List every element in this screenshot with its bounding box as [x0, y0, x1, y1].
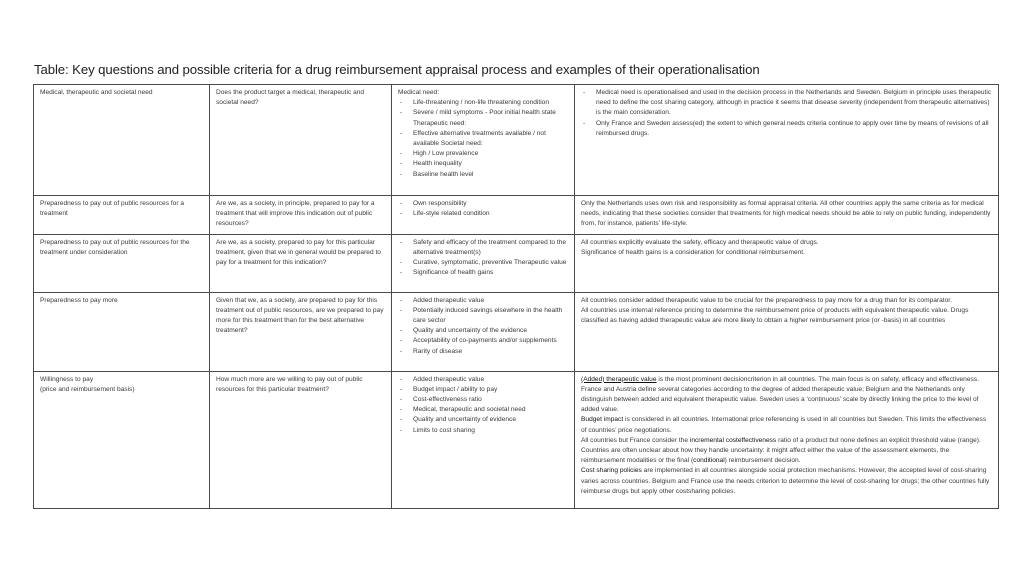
list-item: - Budget impact / ability to pay	[398, 385, 568, 395]
question-cell: Are we, as a society, in principle, prepared to pay for a treatment that will improve this indication out of public resources?	[210, 196, 392, 235]
list-item: - Acceptability of co-payments and/or supplements	[398, 336, 568, 346]
example-paragraph	[581, 375, 992, 416]
example-text: are implemented in all countries alongside social protection mechanisms. However, the accepted level of cost-sharing varies across countries. Belgium and France use the needs criterion to determine the level of cost-sharing for drugs; the other countries fully reimburse drugs but apply other costsharing policies.	[581, 467, 990, 495]
example-text: is considered in all countries. International price referencing is used in all countries but Sweden. This limits the effectiveness of countries’ price negotiations.	[581, 416, 987, 434]
criteria-table	[33, 84, 999, 509]
list-item: - Severe / mild symptoms - Poor initial health state Therapeutic need:	[398, 108, 568, 128]
example-text: All countries but France consider the	[581, 436, 690, 444]
key-term: Budget impact	[581, 416, 624, 424]
table-row	[34, 196, 999, 235]
criteria-list-cell	[392, 371, 575, 508]
list-item: - Potentially induced savings elsewhere in the health care sector	[398, 306, 568, 326]
list-item: - Rarity of disease	[398, 347, 568, 357]
criterion-cell	[34, 371, 210, 508]
criteria-list-cell	[392, 292, 575, 371]
criteria-list-cell	[392, 234, 575, 292]
example-text: ) reimbursement decision.	[724, 457, 801, 465]
list-item: - Life-threatening / non-life threatening condition	[398, 98, 568, 108]
criterion-text: Willingness to pay	[40, 375, 94, 383]
criteria-list-cell	[392, 85, 575, 196]
list-item: - Safety and efficacy of the treatment compared to the alternative treatment(s)	[398, 238, 568, 258]
criteria-list	[398, 98, 568, 180]
criteria-list-cell	[392, 196, 575, 235]
list-item: - Medical, therapeutic and societal need	[398, 405, 568, 415]
example-text: All countries explicitly evaluate the safety, efficacy and therapeutic value of drugs.	[581, 238, 819, 246]
example-text: Countries are often unclear about how they handle uncertainty: it might affect either the value of the assessment elements, the reimbursement modalities or the final (	[581, 447, 950, 465]
example-text: is the most prominent decisioncriterion in all countries. The main focus is on safety, efficacy and effectiveness. France and Austria define several categories according to the degree of added therapeutic value; Belgium and the Netherlands only distinguish between added and equivalent therapeutic value. Sweden uses a ‘continuous’ scale by directly linking the price to the level of added value.	[581, 375, 979, 414]
question-cell: Given that we, as a society, are prepared to pay for this treatment out of public resources, are we prepared to pay more for this treatment than for the best alternative treatment?	[210, 292, 392, 371]
list-item: - Added therapeutic value	[398, 375, 568, 385]
list-item: - Health inequality	[398, 159, 568, 169]
key-term: (Added) therapeutic value	[581, 375, 657, 383]
key-term: incremental costeffectiveness	[689, 436, 777, 444]
examples-cell	[575, 85, 999, 196]
table-row	[34, 292, 999, 371]
list-item: - Baseline health level	[398, 170, 568, 180]
list-item: - Medical need is operationalised and used in the decision process in the Netherlands and Sweden. Belgium in principle uses therapeutic need to define the cost sharing category, although in practice it seems that disease severity (independent from therapeutic alternatives) is the main consideration.	[581, 88, 992, 119]
key-term: conditional	[693, 457, 725, 465]
table-row	[34, 85, 999, 196]
list-item: - Added therapeutic value	[398, 296, 568, 306]
table-row	[34, 371, 999, 508]
list-item: - Limits to cost sharing	[398, 426, 568, 436]
table-title: Table: Key questions and possible criteria for a drug reimbursement appraisal process and examples of their operationalisation	[34, 62, 760, 77]
question-cell: Are we, as a society, prepared to pay for this particular treatment, given that we in general would be prepared to pay for a treatment for this indication?	[210, 234, 392, 292]
criteria-list	[398, 375, 568, 436]
example-text: All countries use internal reference pricing to determine the reimbursement price of products with equivalent therapeutic value. Drugs classified as having added therapeutic value are more likely to obtain a higher reimbursement price (or -basis) in all countries	[581, 306, 969, 325]
list-item: - Quality and uncertainty of the evidence	[398, 326, 568, 336]
list-item: - High / Low prevalence	[398, 149, 568, 159]
criteria-list	[398, 199, 568, 219]
list-item: - Curative, symptomatic, preventive Therapeutic value	[398, 258, 568, 268]
question-cell: Does the product target a medical, therapeutic and societal need?	[210, 85, 392, 196]
examples-list	[581, 88, 992, 139]
list-item: - Cost-effectiveness ratio	[398, 395, 568, 405]
criterion-cell: Medical, therapeutic and societal need	[34, 85, 210, 196]
list-item: - Only France and Sweden assess(ed) the extent to which general needs criteria continue to apply over time by means of revisions of all reimbursed drugs.	[581, 119, 992, 139]
examples-cell	[575, 234, 999, 292]
list-item: - Quality and uncertainty of evidence	[398, 415, 568, 425]
example-text: All countries consider added therapeutic value to be crucial for the preparedness to pay more for a drug than for its comparator.	[581, 296, 952, 304]
criterion-cell: Preparedness to pay more	[34, 292, 210, 371]
question-cell: How much more are we willing to pay out of public resources for this particular treatment?	[210, 371, 392, 508]
criteria-header: Medical need:	[398, 89, 440, 96]
criterion-cell: Preparedness to pay out of public resources for a treatment	[34, 196, 210, 235]
criterion-subtext: (price and reimbursement basis)	[40, 385, 135, 393]
list-item: - Life-style related condition	[398, 209, 568, 219]
list-item: - Effective alternative treatments available / not available Societal need:	[398, 129, 568, 149]
key-term: Cost sharing policies	[581, 467, 642, 475]
list-item: - Significance of health gains	[398, 268, 568, 278]
example-paragraph	[581, 436, 992, 446]
examples-cell	[575, 371, 999, 508]
criteria-list	[398, 296, 568, 357]
table-row	[34, 234, 999, 292]
examples-cell	[575, 292, 999, 371]
criteria-list	[398, 238, 568, 279]
example-paragraph	[581, 415, 992, 435]
example-paragraph	[581, 446, 992, 466]
example-paragraph	[581, 466, 992, 497]
criterion-cell: Preparedness to pay out of public resources for the treatment under consideration	[34, 234, 210, 292]
example-text: ratio of a product but none defines an explicit threshold value (range).	[776, 436, 981, 444]
list-item: - Own responsibility	[398, 199, 568, 209]
examples-cell: Only the Netherlands uses own risk and responsibility as formal appraisal criteria. All other countries apply the same criteria as for medical needs, indicating that these societies consider that treatments for high medical needs should be able to rely on public funding, independently from, for instance, patients’ life-style.	[575, 196, 999, 235]
example-text: Significance of health gains is a consideration for conditional reimbursement.	[581, 248, 805, 256]
